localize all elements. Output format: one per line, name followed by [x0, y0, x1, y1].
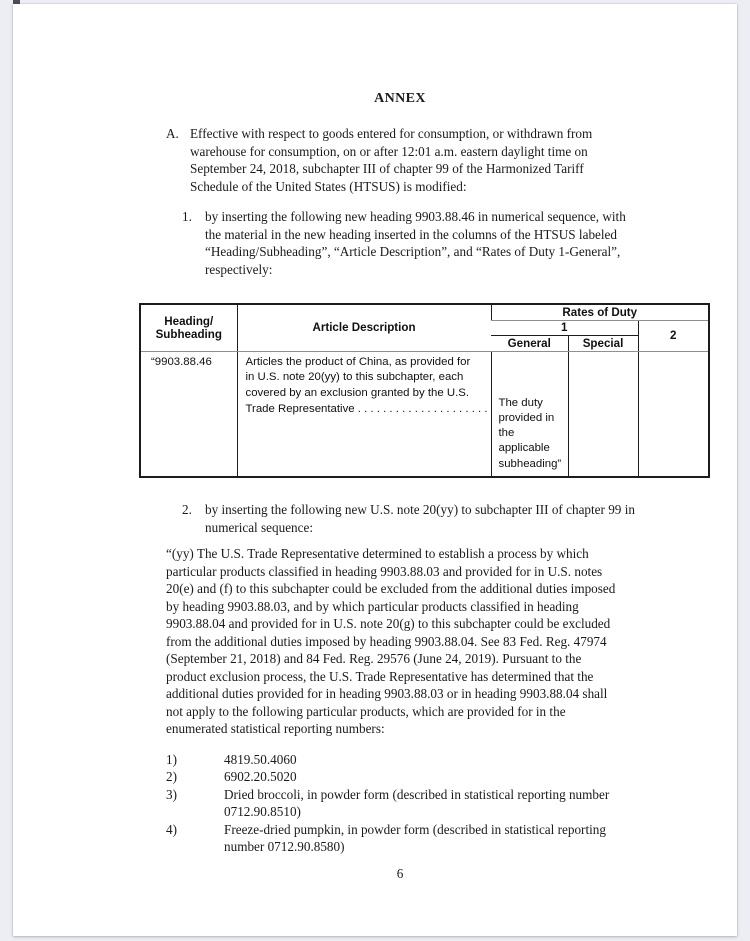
product-item-2: [166, 768, 737, 786]
col-header-article-description: Article Description: [237, 304, 491, 351]
list-item-2: [182, 501, 737, 536]
cell-rate-duty-2: [638, 351, 709, 477]
cell-rate-general: The duty provided in the applicable subheading”: [491, 351, 568, 477]
col-header-general: General: [491, 335, 568, 351]
col-header-duty-2: 2: [638, 320, 709, 351]
paragraph-a-label: A.: [166, 126, 179, 141]
htsus-duty-table: [139, 303, 710, 478]
paragraph-a-text: Effective with respect to goods entered for consumption, or withdrawn from warehouse for consumption, on or after 12:01 a.m. eastern daylight time on September 24, 2018, subchapter III of chapter 99 of the Harmonized Tariff Schedule of the United States (HTSUS) is modified:: [190, 126, 593, 194]
product-item-3-label: 3): [166, 786, 177, 802]
product-item-2-label: 2): [166, 769, 177, 784]
page-content: [13, 4, 737, 882]
product-item-1: [166, 751, 737, 769]
product-item-4-label: 4): [166, 821, 177, 837]
note-yy-paragraph: “(yy) The U.S. Trade Representative determined to establish a process by which particular products classified in heading 9903.88.03 and provided for in U.S. notes 20(e) and (f) to this subchapter could be excluded from the additional duties imposed by heading 9903.88.03, and by which particular products classified in heading 9903.88.04 and provided for in U.S. note 20(g) to this subchapter could be excluded from the additional duties imposed by heading 9903.88.04. See 83 Fed. Reg. 47974 (September 21, 2018) and 84 Fed. Reg. 29576 (June 24, 2019). Pursuant to the product exclusion process, the U.S. Trade Representative has determined that the additional duties provided for in heading 9903.88.03 or in heading 9903.88.04 shall not apply to the following particular products, which are provided for in the enumerated statistical reporting numbers:: [166, 546, 616, 736]
page-number: 6: [396, 865, 404, 881]
product-item-1-label: 1): [166, 751, 177, 767]
list-item-1: [182, 208, 737, 278]
col-header-special: Special: [568, 335, 638, 351]
col-header-rates-of-duty: Rates of Duty: [491, 304, 709, 320]
product-list: [166, 751, 737, 856]
cell-article-description: Articles the product of China, as provided for in U.S. note 20(yy) to this subchapter, each covered by an exclusion granted by the U.S. Trade Representative . . . . . . . . . . . . . . . . . . . . .: [237, 351, 491, 477]
product-item-4-text: Freeze-dried pumpkin, in powder form (described in statistical reporting number 0712.90.8580): [224, 821, 606, 854]
col-header-duty-1: 1: [491, 320, 638, 335]
list-item-1-label: 1.: [182, 209, 192, 224]
page-title: ANNEX: [374, 91, 426, 106]
col-header-heading-subheading: Heading/ Subheading: [140, 304, 237, 351]
list-item-2-label: 2.: [182, 502, 192, 517]
product-item-3: [166, 786, 737, 821]
table-row: [140, 351, 709, 477]
list-item-1-text: by inserting the following new heading 9903.88.46 in numerical sequence, with the material in the new heading inserted in the columns of the HTSUS labeled “Heading/Subheading”, “Article Description”, and “Rates of Duty 1-General”, respectively:: [205, 209, 626, 277]
paragraph-a: [166, 125, 737, 195]
product-item-2-text: 6902.20.5020: [224, 769, 297, 784]
product-item-4: [166, 821, 737, 856]
product-item-1-text: 4819.50.4060: [224, 751, 297, 767]
product-item-3-text: Dried broccoli, in powder form (described in statistical reporting number 0712.90.8510): [224, 786, 610, 819]
cell-rate-special: [568, 351, 638, 477]
cell-heading-subheading: “9903.88.46: [151, 355, 212, 368]
list-item-2-text: by inserting the following new U.S. note 20(yy) to subchapter III of chapter 99 in numerical sequence:: [205, 502, 635, 535]
document-page: [13, 4, 737, 936]
